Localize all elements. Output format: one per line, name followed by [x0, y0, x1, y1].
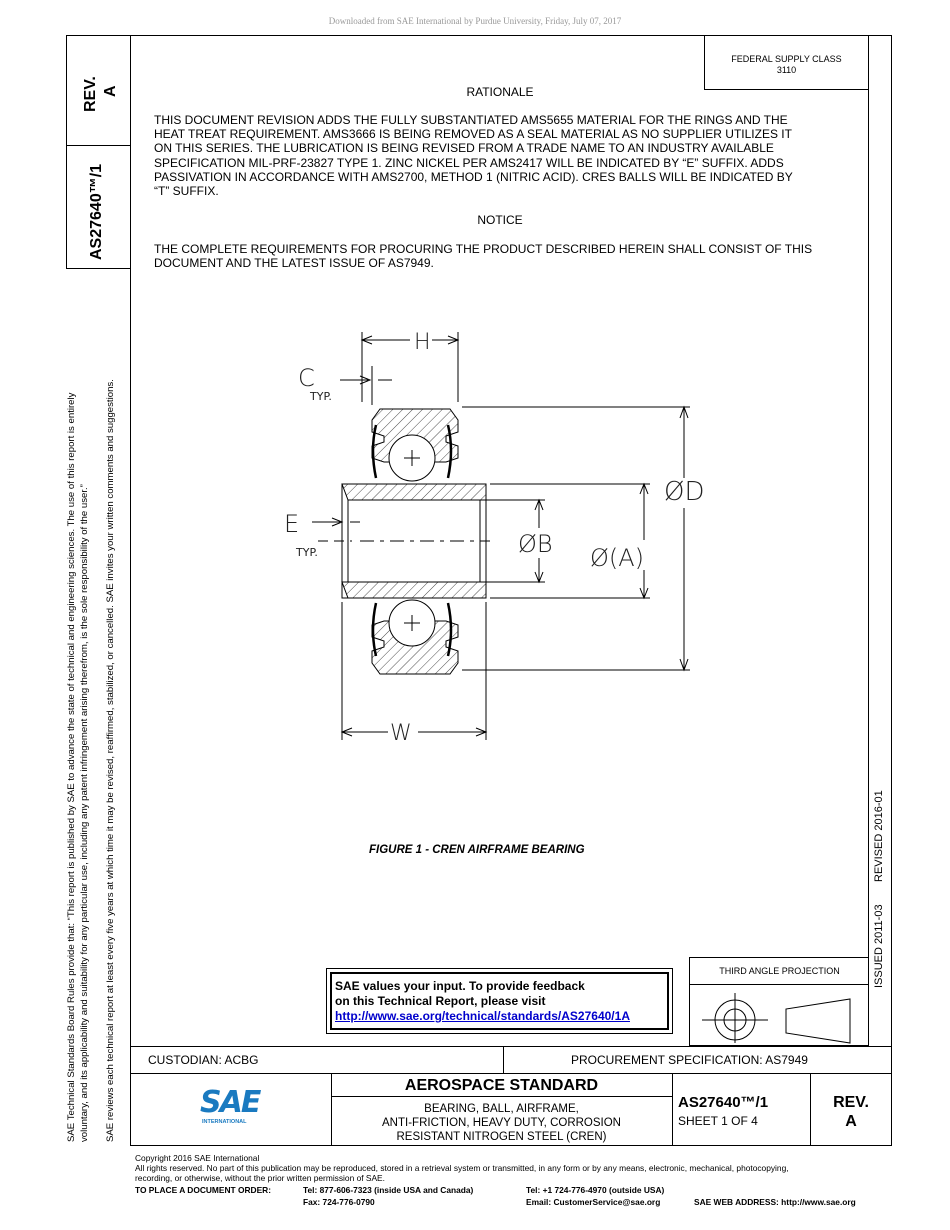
sae-logo: [200, 1087, 270, 1135]
projection-label: THIRD ANGLE PROJECTION: [690, 958, 869, 985]
rationale-line: “T” SUFFIX.: [154, 184, 219, 199]
dim-a-label: Ø(A): [590, 544, 645, 572]
notice-body: [154, 242, 854, 270]
federal-supply-label: FEDERAL SUPPLY CLASS: [731, 54, 842, 64]
dim-e-typ: TYP.: [296, 546, 318, 559]
frame-left-block-divider: [66, 145, 131, 146]
frame-inner-right: [868, 35, 869, 1046]
bearing-drawing: [270, 318, 740, 748]
title-divider-2: [672, 1073, 673, 1145]
sae-logo-sub: INTERNATIONAL: [202, 1119, 247, 1125]
sheet-number: SHEET 1 OF 4: [678, 1114, 758, 1128]
dim-w-label: W: [390, 721, 412, 746]
side-rev-label: REV.: [82, 76, 99, 112]
frame-left-block: [66, 35, 67, 269]
notice-line: DOCUMENT AND THE LATEST ISSUE OF AS7949.: [154, 256, 434, 271]
margin-line-1: SAE Technical Standards Board Rules provide that: “This report is published by SAE to advance the state of technical and engineering sciences. The use of this report is entirely: [66, 392, 77, 1142]
frame-main-left: [130, 35, 131, 1145]
fax: Fax: 724-776-0790: [303, 1197, 375, 1207]
feedback-line-1: SAE values your input. To provide feedback: [335, 979, 585, 993]
side-doc-number: AS27640™/1: [88, 163, 105, 260]
rationale-body: [154, 113, 854, 198]
rationale-line: ON THIS SERIES. THE LUBRICATION IS BEING REVISED FROM A TRADE NAME TO AN INDUSTRY AVAILABLE: [154, 141, 774, 156]
feedback-link[interactable]: http://www.sae.org/technical/standards/AS27640/1A: [335, 1009, 630, 1023]
order-label: TO PLACE A DOCUMENT ORDER:: [135, 1185, 272, 1195]
tel-intl: Tel: +1 724-776-4970 (outside USA): [526, 1185, 665, 1195]
copyright: Copyright 2016 SAE International: [135, 1153, 260, 1163]
custodian-top-line: [130, 1046, 892, 1047]
side-rev-value: A: [102, 85, 119, 97]
rights-line-2: recording, or otherwise, without the prior written permission of SAE.: [135, 1173, 385, 1183]
rationale-heading: RATIONALE: [466, 85, 534, 99]
email[interactable]: Email: CustomerService@sae.org: [526, 1197, 661, 1207]
rationale-line: HEAT TREAT REQUIREMENT. AMS3666 IS BEING REMOVED AS A SEAL MATERIAL AS NO SUPPLIER UTILIZES IT: [154, 127, 792, 142]
rationale-line: SPECIFICATION MIL-PRF-23827 TYPE 1. ZINC NICKEL PER AMS2417 WILL BE INDICATED BY “E” SUFFIX. ADDS: [154, 155, 784, 170]
revised-date: REVISED 2016-01: [873, 790, 885, 882]
description-line: RESISTANT NITROGEN STEEL (CREN): [396, 1131, 607, 1143]
feedback-line-2: on this Technical Report, please visit: [335, 994, 546, 1008]
description-line: ANTI-FRICTION, HEAVY DUTY, CORROSION: [382, 1117, 621, 1129]
notice-heading: NOTICE: [477, 213, 523, 227]
description-block: [331, 1102, 672, 1144]
dim-b-label: ØB: [518, 530, 553, 558]
frame-bottom: [130, 1145, 892, 1146]
rationale-line: THIS DOCUMENT REVISION ADDS THE FULLY SUBSTANTIATED AMS5655 MATERIAL FOR THE RINGS AND THE: [154, 113, 788, 127]
figure-caption: FIGURE 1 - CREN AIRFRAME BEARING: [369, 844, 585, 856]
projection-symbol: [690, 985, 868, 1045]
procurement-spec: PROCUREMENT SPECIFICATION: AS7949: [571, 1053, 808, 1067]
notice-line: THE COMPLETE REQUIREMENTS FOR PROCURING THE PRODUCT DESCRIBED HEREIN SHALL CONSIST OF THIS: [154, 242, 813, 256]
web-address[interactable]: SAE WEB ADDRESS: http://www.sae.org: [694, 1197, 856, 1207]
standard-title: AEROSPACE STANDARD: [404, 1077, 599, 1094]
margin-line-3: SAE reviews each technical report at least every five years at which time it may be revised, reaffirmed, stabilized, or cancelled. SAE invites your written comments and suggestions.: [105, 379, 116, 1142]
dim-c-typ: TYP.: [310, 390, 332, 403]
custodian: CUSTODIAN: ACBG: [148, 1053, 259, 1067]
rationale-line: PASSIVATION IN ACCORDANCE WITH AMS2700, METHOD 1 (NITRIC ACID). CRES BALLS WILL BE INDICATED BY: [154, 169, 793, 184]
frame-left-block-bottom: [66, 268, 131, 269]
issued-date: ISSUED 2011-03: [873, 904, 885, 988]
feedback-box: [326, 968, 673, 1034]
custodian-divider: [503, 1046, 504, 1073]
tel-us: Tel: 877-606-7323 (inside USA and Canada): [303, 1185, 474, 1195]
dim-e-label: E: [284, 510, 300, 538]
federal-supply-box: [704, 35, 868, 90]
federal-supply-value: 3110: [776, 65, 797, 75]
dim-d-label: ØD: [664, 477, 705, 507]
footer: [135, 1153, 925, 1183]
inner-ring-top: [342, 484, 486, 500]
title-doc-number: AS27640™/1: [678, 1094, 769, 1111]
dim-c-label: C: [298, 364, 315, 392]
title-rev-label: REV.: [833, 1094, 869, 1111]
projection-box: [689, 957, 869, 1046]
frame-right: [891, 35, 892, 1145]
download-note: Downloaded from SAE International by Purdue University, Friday, July 07, 2017: [328, 16, 622, 26]
sae-logo-text: SAE: [200, 1085, 260, 1120]
title-underline: [331, 1096, 672, 1097]
title-rev-value: A: [845, 1113, 857, 1130]
dim-h-label: H: [414, 330, 431, 355]
margin-line-2: voluntary, and its applicability and suitability for any particular use, including any patent infringement arising therefrom, is the sole responsibility of the user.”: [79, 484, 90, 1142]
custodian-bottom-line: [130, 1073, 892, 1074]
inner-ring-bottom: [342, 582, 486, 598]
frame-top-left: [66, 35, 131, 36]
description-line: BEARING, BALL, AIRFRAME,: [424, 1103, 579, 1115]
rights-line-1: All rights reserved. No part of this publication may be reproduced, stored in a retrieval system or transmitted, in any form or by any means, electronic, mechanical, photocopying,: [135, 1163, 789, 1173]
